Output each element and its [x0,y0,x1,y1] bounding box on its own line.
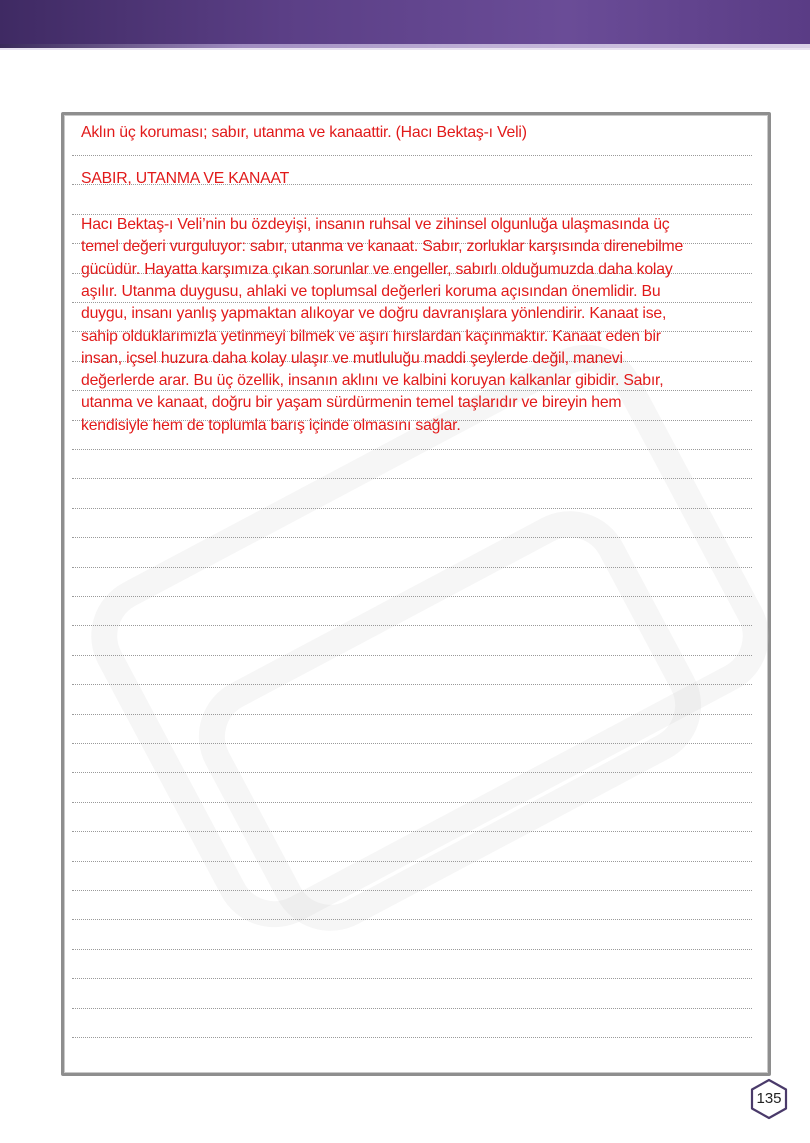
ruled-line [72,567,752,568]
ruled-line [72,302,752,303]
ruled-line [72,772,752,773]
ruled-line [72,478,752,479]
ruled-line [72,919,752,920]
watermark [178,490,722,952]
ruled-line [72,596,752,597]
ruled-line [72,155,752,156]
ruled-line [72,508,752,509]
ruled-line [72,390,752,391]
paragraph-line: Hacı Bektaş-ı Veli’nin bu özdeyişi, insanın ruhsal ve zihinsel olgunluğa ulaşmasında üç [81,216,670,233]
ruled-line [72,978,752,979]
ruled-line [72,831,752,832]
ruled-line [72,214,752,215]
ruled-line [72,802,752,803]
ruled-line [72,537,752,538]
top-banner [0,0,810,44]
paragraph-line: duygu, insanı yanlış yapmaktan alıkoyar ve doğru davranışlara yönlendirir. Kanaat ise, [81,305,667,323]
ruled-line [72,743,752,744]
banner-accent-line-light [0,48,810,50]
ruled-line [72,861,752,862]
lined-writing-area [61,112,771,1076]
ruled-line [72,949,752,950]
ruled-line [72,1037,752,1038]
quote-line: Aklın üç koruması; sabır, utanma ve kanaattir. (Hacı Bektaş-ı Veli) [81,124,527,141]
ruled-line [72,714,752,715]
paragraph-line: gücüdür. Hayatta karşımıza çıkan sorunlar ve engeller, sabırlı olduğumuzda daha kolay [81,260,673,278]
paragraph-line: utanma ve kanaat, doğru bir yaşam sürdürmenin temel taşlarıdır ve bireyin hem [81,394,622,412]
ruled-line [72,449,752,450]
answer-heading: SABIR, UTANMA VE KANAAT [81,170,290,187]
paragraph-line: kendisiyle hem de toplumla barış içinde olmasını sağlar. [81,416,461,434]
ruled-line [72,684,752,685]
ruled-line [72,890,752,891]
paragraph-line: değerlerde arar. Bu üç özellik, insanın aklını ve kalbini koruyan kalkanlar gibidir. Sabır, [81,372,664,390]
paragraph-line: insan, içsel huzura daha kolay ulaşır ve mutluluğu maddi şeylerde değil, manevi [81,349,623,367]
paragraph-line: temel değeri vurguluyor: sabır, utanma ve kanaat. Sabır, zorluklar karşısında direnebilme [81,238,684,256]
page-number-badge [748,1078,790,1120]
paragraph-line: aşılır. Utanma duygusu, ahlaki ve toplumsal değerleri koruma açısından önemlidir. Bu [81,282,661,300]
ruled-line [72,1008,752,1009]
paragraph-line: sahip olduklarımızla yetinmeyi bilmek ve aşırı hırslardan kaçınmaktır. Kanaat eden bir [81,327,661,345]
page-number: 135 [756,1090,782,1107]
ruled-line [72,625,752,626]
ruled-line [72,655,752,656]
